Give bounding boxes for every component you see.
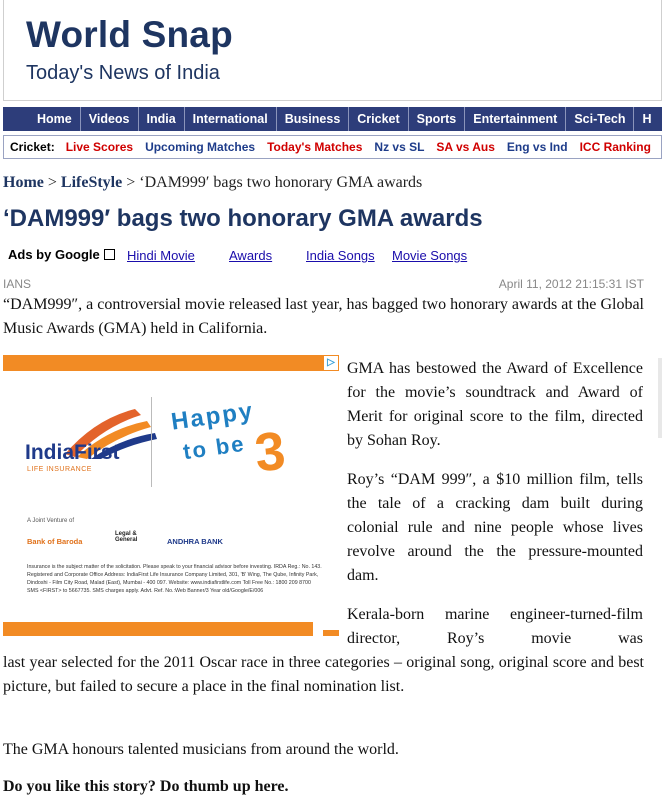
indiafirst-brand: IndiaFirst [25,441,120,464]
nav-item-international[interactable]: International [184,107,276,131]
ads-by-google-text: Ads by Google [8,247,100,262]
ad-link-movie-songs[interactable]: Movie Songs [392,248,468,263]
main-nav [3,107,662,131]
ad-divider [151,397,152,487]
right-edge-scroll-hint [658,358,662,438]
ad-link-india-songs[interactable]: India Songs [306,248,375,263]
article-paragraph-5: The GMA honours talented musicians from around the world. [3,741,399,758]
ads-by-google-label[interactable] [8,247,115,262]
cricket-link-live-scores[interactable]: Live Scores [65,140,134,154]
site-header [3,0,662,101]
cricket-link-todays-matches[interactable]: Today's Matches [267,140,363,154]
cricket-link-nz-vs-sl[interactable]: Nz vs SL [374,140,425,154]
indiafirst-brand-sub: LIFE INSURANCE [27,466,92,473]
adchoices-icon [104,249,115,260]
article-paragraph-3: Roy’s “DAM 999″, a $10 million film, tells the tale of a cracking dam built during colonial rule and nine people whose lives revolve around the the pressure-mounted dam. [347,471,643,584]
byline [3,277,644,291]
nav-item-videos[interactable]: Videos [80,107,138,131]
nav-item-sports[interactable]: Sports [408,107,465,131]
breadcrumb [3,174,422,192]
partner-legal-general: Legal & General [115,531,138,543]
nav-item-cricket[interactable]: Cricket [348,107,407,131]
partner-bank-of-baroda: Bank of Baroda [27,537,83,546]
ad-link-hindi-movie[interactable]: Hindi Movie [127,248,195,263]
ad-link-awards[interactable]: Awards [229,248,273,263]
ad-venture-label: A Joint Venture of [27,518,75,524]
site-tagline: Today's News of India [26,62,220,84]
nav-item-home[interactable]: Home [37,112,72,126]
cricket-bar [3,135,662,159]
article-paragraph-1: “DAM999″, a controversial movie released last year, has bagged two honorary awards at the Global Music Awards (GMA) held in California. [3,296,644,337]
ad-three-text: 3 [251,420,289,484]
article-title: ‘DAM999′ bags two honorary GMA awards [3,205,483,232]
nav-item-health[interactable]: H [633,107,659,131]
nav-item-sci-tech[interactable]: Sci-Tech [565,107,633,131]
ad-happy-text: Happy [169,397,256,436]
partner-andhra-bank: ANDHRA BANK [167,537,223,546]
site-title[interactable]: World Snap [26,14,233,55]
article-source: IANS [3,277,32,291]
breadcrumb-current: ‘DAM999′ bags two honorary GMA awards [139,174,423,191]
cricket-link-sa-vs-aus[interactable]: SA vs Aus [436,140,495,154]
cricket-link-eng-vs-ind[interactable]: Eng vs Ind [506,140,568,154]
ad-bottom-corner [323,630,339,636]
ad-fine-print: Insurance is the subject matter of the solicitation. Please speak to your financial advisor before investing. IRDA Reg.: No. 143. Registered and Corporate Office Address: IndiaFirst Life Insurance Company Limited, 301, 'B' Wing, The Qube, Infinity Park, Dindoshi - Film City Road, Malad (East), Mumbai - 400 097. Website: www.indiafirstlife.com Toll Free No.: 1800 209 8700 SMS <FIRST> to 5667735. SMS charges apply. Advt. Ref. No.:Web Banner/3 Year old/Google/E/006 [27,564,322,594]
adchoices-icon[interactable]: ▷ [324,356,338,370]
ads-by-google-row [8,247,648,267]
ad-bottom-bar [3,622,313,636]
nav-item-business[interactable]: Business [276,107,349,131]
article-paragraph-4-rest: last year selected for the 2011 Oscar race in three categories – original song, original score and best picture, but failed to secure a place in the final nomination list. [3,654,644,695]
cricket-label: Cricket: [10,140,55,154]
breadcrumb-separator: > [43,174,61,191]
breadcrumb-separator: > [122,174,140,191]
breadcrumb-lifestyle[interactable]: LifeStyle [60,174,123,191]
indiafirst-banner-ad[interactable] [3,355,339,636]
nav-item-entertainment[interactable]: Entertainment [464,107,565,131]
article-paragraph-4-start: Kerala-born marine engineer-turned-film director, Roy’s movie was [347,606,643,647]
thumb-up-prompt: Do you like this story? Do thumb up here. [3,778,289,795]
article-date: April 11, 2012 21:15:31 IST [498,277,644,291]
cricket-link-icc-ranking[interactable]: ICC Ranking [579,140,651,154]
cricket-link-upcoming-matches[interactable]: Upcoming Matches [145,140,256,154]
ad-tobe-text: to be [181,430,247,465]
article-paragraph-2: GMA has bestowed the Award of Excellence for the movie’s soundtrack and Award of Merit for original score to the film, directed by Sohan Roy. [347,360,643,449]
ad-top-bar [3,355,339,371]
nav-item-india[interactable]: India [138,107,184,131]
breadcrumb-home[interactable]: Home [3,174,44,191]
